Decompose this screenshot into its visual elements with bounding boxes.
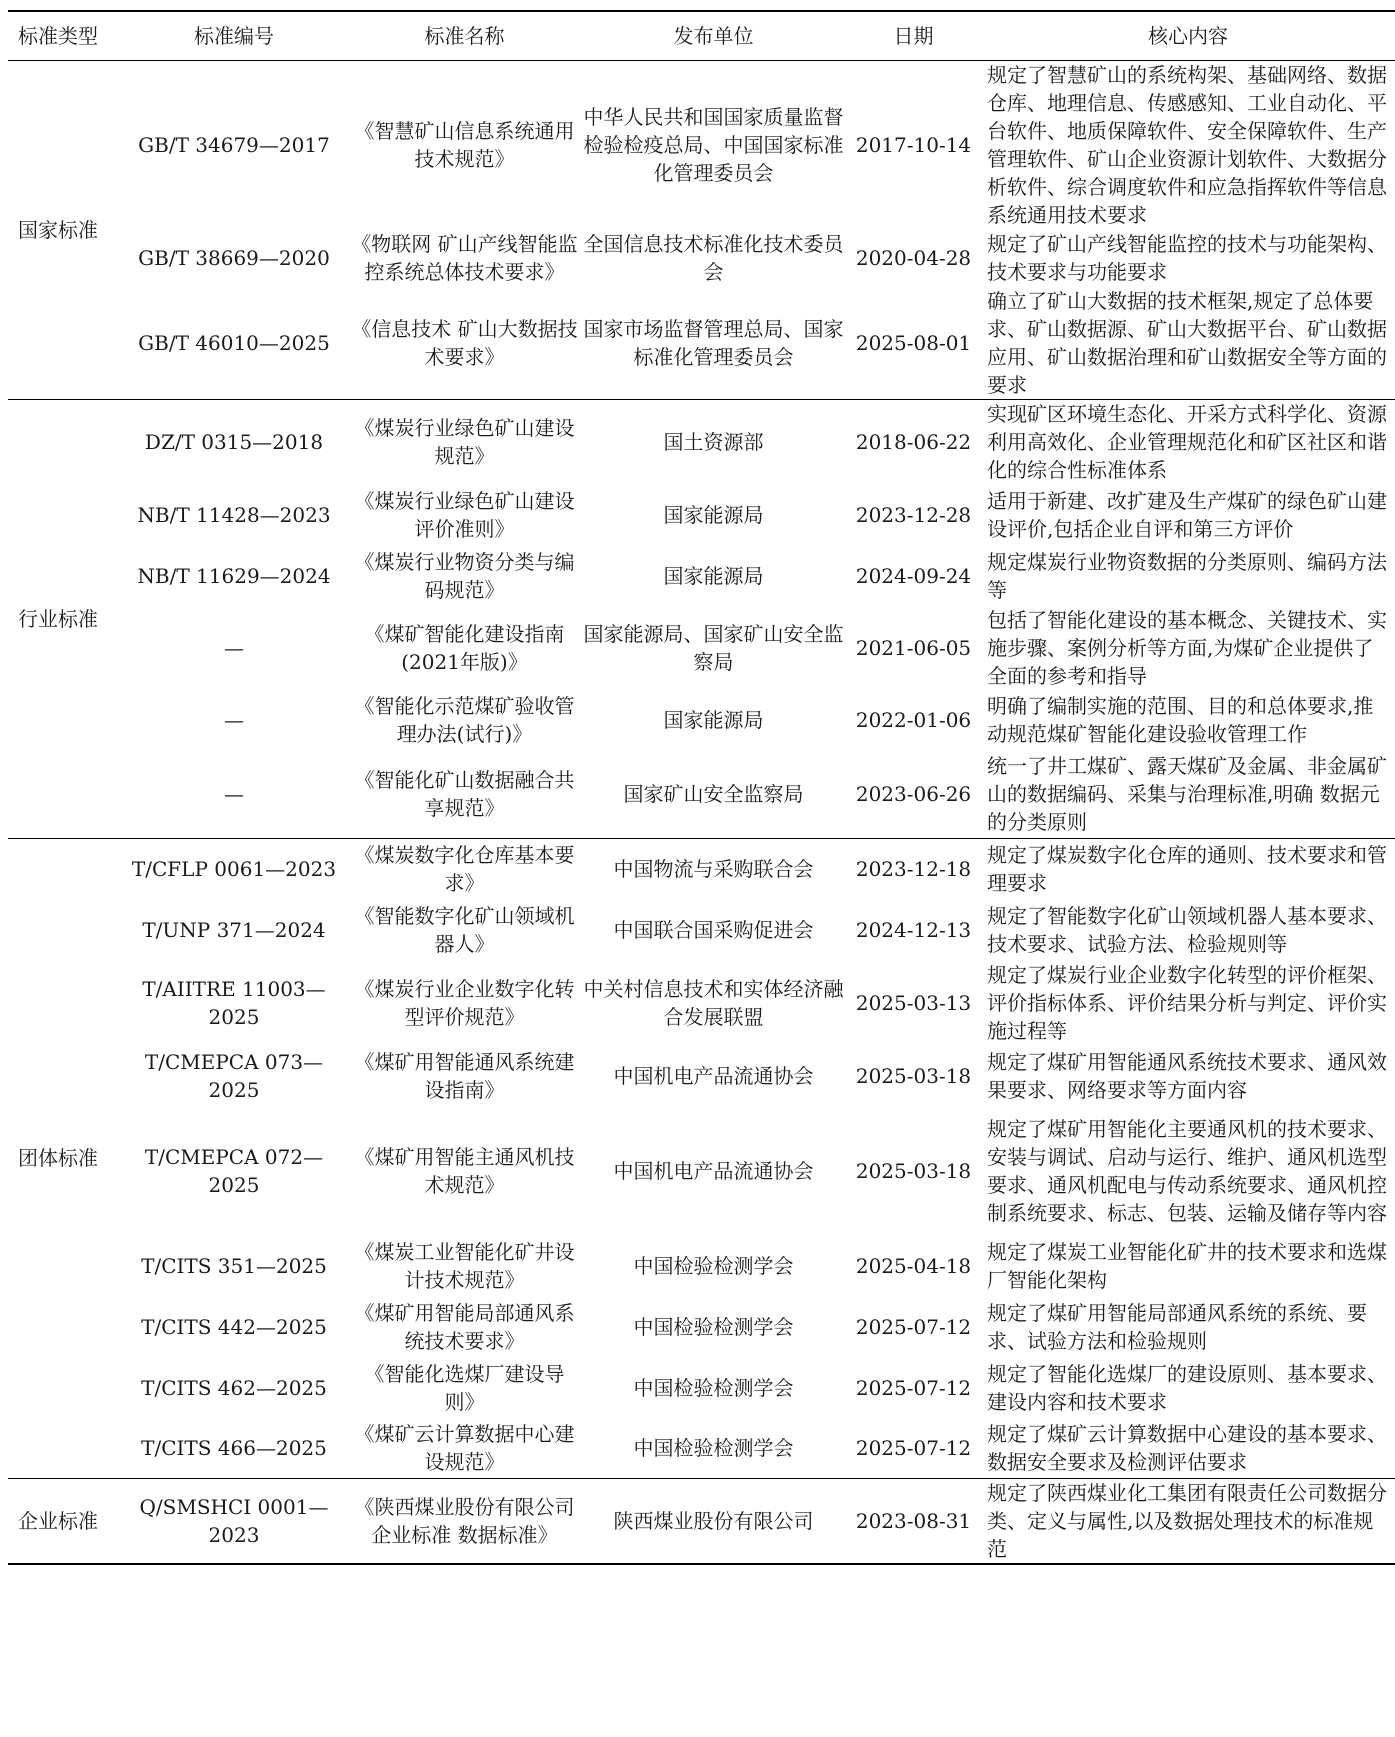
standard-name-cell: 《煤矿智能化建设指南(2021年版)》 [364, 622, 565, 674]
header-standard-code: 标准编号 [120, 11, 348, 61]
publisher-cell: 国土资源部 [581, 400, 846, 485]
date-cell: 2017-10-14 [846, 61, 981, 230]
standard-code-cell: NB/T 11428—2023 [137, 503, 331, 527]
table-row [8, 1358, 1395, 1418]
header-publisher: 发布单位 [581, 11, 846, 61]
standard-type-cell: 企业标准 [8, 1478, 120, 1564]
table-row [8, 1418, 1395, 1478]
core-content-cell: 规定了煤矿用智能通风系统技术要求、通风效果要求、网络要求等方面内容 [987, 1050, 1387, 1102]
standard-code-cell: T/CMEPCA 072—2025 [144, 1145, 324, 1197]
standard-code-cell: T/CITS 462—2025 [141, 1376, 327, 1400]
publisher-cell: 国家能源局 [663, 708, 764, 732]
date-cell: 2021-06-05 [855, 636, 972, 660]
header-standard-type: 标准类型 [8, 11, 120, 61]
standard-code-cell: Q/SMSHCI 0001—2023 [120, 1478, 348, 1564]
publisher-cell: 中国检验检测学会 [633, 1254, 794, 1278]
standard-name-cell: 《煤矿用智能通风系统建设指南》 [354, 1050, 575, 1102]
core-content-cell: 规定了陕西煤业化工集团有限责任公司数据分类、定义与属性,以及数据处理技术的标准规范 [981, 1478, 1395, 1564]
header-date: 日期 [846, 11, 981, 61]
core-content-cell: 确立了矿山大数据的技术框架,规定了总体要求、矿山数据源、矿山大数据平台、矿山数据应用、矿山数据治理和矿山数据安全等方面的要求 [987, 289, 1387, 397]
table-row [8, 287, 1395, 400]
date-cell: 2025-03-18 [855, 1159, 972, 1183]
core-content-cell: 规定了煤矿用智能化主要通风机的技术要求、安装与调试、启动与运行、维护、通风机选型要求、通风机配电与传动系统要求、通风机控制系统要求、标志、包装、运输及储存等内容 [987, 1117, 1387, 1225]
standard-name-cell: 《智能化选煤厂建设导则》 [364, 1362, 565, 1414]
date-cell: 2025-04-18 [855, 1254, 972, 1278]
table-row [8, 229, 1395, 287]
standard-name-cell: 《煤炭工业智能化矿井设计技术规范》 [354, 1240, 575, 1292]
date-cell: 2022-01-06 [855, 708, 972, 732]
standard-name-cell: 《煤矿用智能局部通风系统技术要求》 [354, 1301, 575, 1353]
table-row [8, 750, 1395, 838]
standard-code-cell: GB/T 46010—2025 [138, 331, 330, 355]
standard-name-cell: 《煤炭行业绿色矿山建设规范》 [348, 400, 581, 485]
standard-name-cell: 《智慧矿山信息系统通用技术规范》 [348, 61, 581, 230]
publisher-cell: 中国机电产品流通协会 [613, 1064, 814, 1088]
table-row [8, 960, 1395, 1046]
publisher-cell: 中国机电产品流通协会 [613, 1159, 814, 1183]
standard-code-cell: GB/T 38669—2020 [138, 246, 330, 270]
date-cell: 2025-07-12 [855, 1376, 972, 1400]
standard-name-cell: 《煤炭数字化仓库基本要求》 [348, 838, 581, 900]
table-row [8, 900, 1395, 960]
table-row [8, 606, 1395, 690]
standard-code-cell: T/CITS 442—2025 [141, 1315, 327, 1339]
header-core-content: 核心内容 [981, 11, 1395, 61]
standards-table [8, 10, 1395, 1565]
table-body [8, 61, 1395, 1564]
standard-code-cell: GB/T 34679—2017 [120, 61, 348, 230]
standard-name-cell: 《智能化示范煤矿验收管理办法(试行)》 [354, 694, 575, 746]
publisher-cell: 中国检验检测学会 [633, 1376, 794, 1400]
core-content-cell: 规定了煤矿云计算数据中心建设的基本要求、数据安全要求及检测评估要求 [987, 1421, 1387, 1474]
publisher-cell: 国家矿山安全监察局 [623, 781, 804, 806]
core-content-cell: 规定了智能化选煤厂的建设原则、基本要求、建设内容和技术要求 [987, 1362, 1387, 1414]
publisher-cell: 中国检验检测学会 [633, 1435, 794, 1460]
core-content-cell: 规定了智慧矿山的系统构架、基础网络、数据仓库、地理信息、传感感知、工业自动化、平台软件、地质保障软件、安全保障软件、生产管理软件、矿山企业资源计划软件、大数据分析软件、综合调度软件和应急指挥软件等信息系统通用技术要求 [981, 61, 1395, 230]
publisher-cell: 国家能源局、国家矿山安全监察局 [583, 622, 844, 674]
publisher-cell: 全国信息技术标准化技术委员会 [583, 232, 844, 284]
publisher-cell: 国家能源局 [663, 503, 764, 527]
standard-code-cell: T/CMEPCA 073—2025 [144, 1050, 324, 1102]
date-cell: 2024-09-24 [855, 564, 972, 588]
date-cell: 2025-08-01 [855, 331, 972, 355]
core-content-cell: 规定了智能数字化矿山领域机器人基本要求、技术要求、试验方法、检验规则等 [987, 904, 1387, 956]
core-content-cell: 包括了智能化建设的基本概念、关键技术、实施步骤、案例分析等方面,为煤矿企业提供了全面的参考和指导 [987, 608, 1387, 688]
standard-name-cell: 《煤炭行业绿色矿山建设评价准则》 [354, 489, 575, 541]
standard-name-cell: 《煤炭行业企业数字化转型评价规范》 [354, 977, 575, 1029]
publisher-cell: 中国物流与采购联合会 [581, 838, 846, 900]
table-row [8, 61, 1395, 230]
date-cell: 2025-07-12 [855, 1315, 972, 1339]
date-cell: 2023-12-18 [846, 838, 981, 900]
publisher-cell: 中国联合国采购促进会 [613, 918, 814, 942]
table-row [8, 690, 1395, 750]
table-row [8, 546, 1395, 606]
date-cell: 2023-08-31 [846, 1478, 981, 1564]
publisher-cell: 国家市场监督管理总局、国家标准化管理委员会 [583, 317, 844, 369]
date-cell: 2025-03-18 [855, 1064, 972, 1088]
standard-name-cell: 《陕西煤业股份有限公司企业标准 数据标准》 [348, 1478, 581, 1564]
standard-name-cell: 《煤矿云计算数据中心建设规范》 [354, 1421, 575, 1474]
standard-name-cell: 《智能化矿山数据融合共享规范》 [354, 767, 575, 820]
date-cell: 2025-03-13 [855, 991, 972, 1015]
table-header-row [8, 11, 1395, 61]
table-row [8, 400, 1395, 485]
standard-code-cell: — [224, 636, 244, 660]
date-cell: 2023-06-26 [855, 781, 972, 806]
standard-code-cell: T/CFLP 0061—2023 [120, 838, 348, 900]
date-cell: 2025-07-12 [855, 1435, 972, 1460]
table-row [8, 1106, 1395, 1236]
standard-type-cell: 团体标准 [8, 838, 120, 1478]
date-cell: 2018-06-22 [846, 400, 981, 485]
table-row [8, 1236, 1395, 1296]
date-cell: 2024-12-13 [855, 918, 972, 942]
standard-name-cell: 《智能数字化矿山领域机器人》 [354, 904, 575, 956]
table-row [8, 484, 1395, 546]
core-content-cell: 规定了煤炭数字化仓库的通则、技术要求和管理要求 [981, 838, 1395, 900]
standard-code-cell: T/CITS 351—2025 [141, 1254, 327, 1278]
publisher-cell: 中关村信息技术和实体经济融合发展联盟 [583, 977, 844, 1029]
standard-name-cell: 《煤炭行业物资分类与编码规范》 [354, 550, 575, 602]
date-cell: 2023-12-28 [855, 503, 972, 527]
standard-type-cell: 行业标准 [8, 400, 120, 839]
core-content-cell: 规定煤炭行业物资数据的分类原则、编码方法等 [987, 550, 1387, 602]
core-content-cell: 实现矿区环境生态化、开采方式科学化、资源利用高效化、企业管理规范化和矿区社区和谐化的综合性标准体系 [981, 400, 1395, 485]
table-row [8, 1296, 1395, 1358]
header-standard-name: 标准名称 [348, 11, 581, 61]
table-row [8, 1046, 1395, 1106]
standard-code-cell: T/AIITRE 11003—2025 [142, 977, 326, 1029]
standard-code-cell: — [224, 708, 244, 732]
standard-name-cell: 《煤矿用智能主通风机技术规范》 [354, 1145, 575, 1197]
core-content-cell: 统一了井工煤矿、露天煤矿及金属、非金属矿山的数据编码、采集与治理标准,明确 数据元的分类原则 [987, 753, 1387, 834]
standard-code-cell: T/CITS 466—2025 [141, 1435, 327, 1460]
publisher-cell: 中国检验检测学会 [633, 1315, 794, 1339]
standard-name-cell: 《物联网 矿山产线智能监控系统总体技术要求》 [351, 232, 578, 284]
table-row [8, 1478, 1395, 1564]
standard-code-cell: T/UNP 371—2024 [142, 918, 326, 942]
table-row [8, 838, 1395, 900]
core-content-cell: 规定了煤炭行业企业数字化转型的评价框架、评价指标体系、评价结果分析与判定、评价实施过程等 [987, 963, 1387, 1043]
core-content-cell: 规定了煤矿用智能局部通风系统的系统、要求、试验方法和检验规则 [987, 1301, 1367, 1353]
standard-code-cell: DZ/T 0315—2018 [120, 400, 348, 485]
core-content-cell: 明确了编制实施的范围、目的和总体要求,推动规范煤矿智能化建设验收管理工作 [987, 694, 1374, 746]
core-content-cell: 适用于新建、改扩建及生产煤矿的绿色矿山建设评价,包括企业自评和第三方评价 [987, 489, 1387, 541]
publisher-cell: 陕西煤业股份有限公司 [581, 1478, 846, 1564]
core-content-cell: 规定了矿山产线智能监控的技术与功能架构、技术要求与功能要求 [987, 232, 1387, 284]
date-cell: 2020-04-28 [855, 246, 972, 270]
standard-code-cell: NB/T 11629—2024 [137, 564, 331, 588]
standard-code-cell: — [224, 781, 244, 806]
publisher-cell: 中华人民共和国国家质量监督检验检疫总局、中国国家标准化管理委员会 [581, 61, 846, 230]
publisher-cell: 国家能源局 [663, 564, 764, 588]
standard-name-cell: 《信息技术 矿山大数据技术要求》 [351, 317, 578, 369]
core-content-cell: 规定了煤炭工业智能化矿井的技术要求和选煤厂智能化架构 [987, 1240, 1387, 1292]
standard-type-cell: 国家标准 [8, 61, 120, 400]
